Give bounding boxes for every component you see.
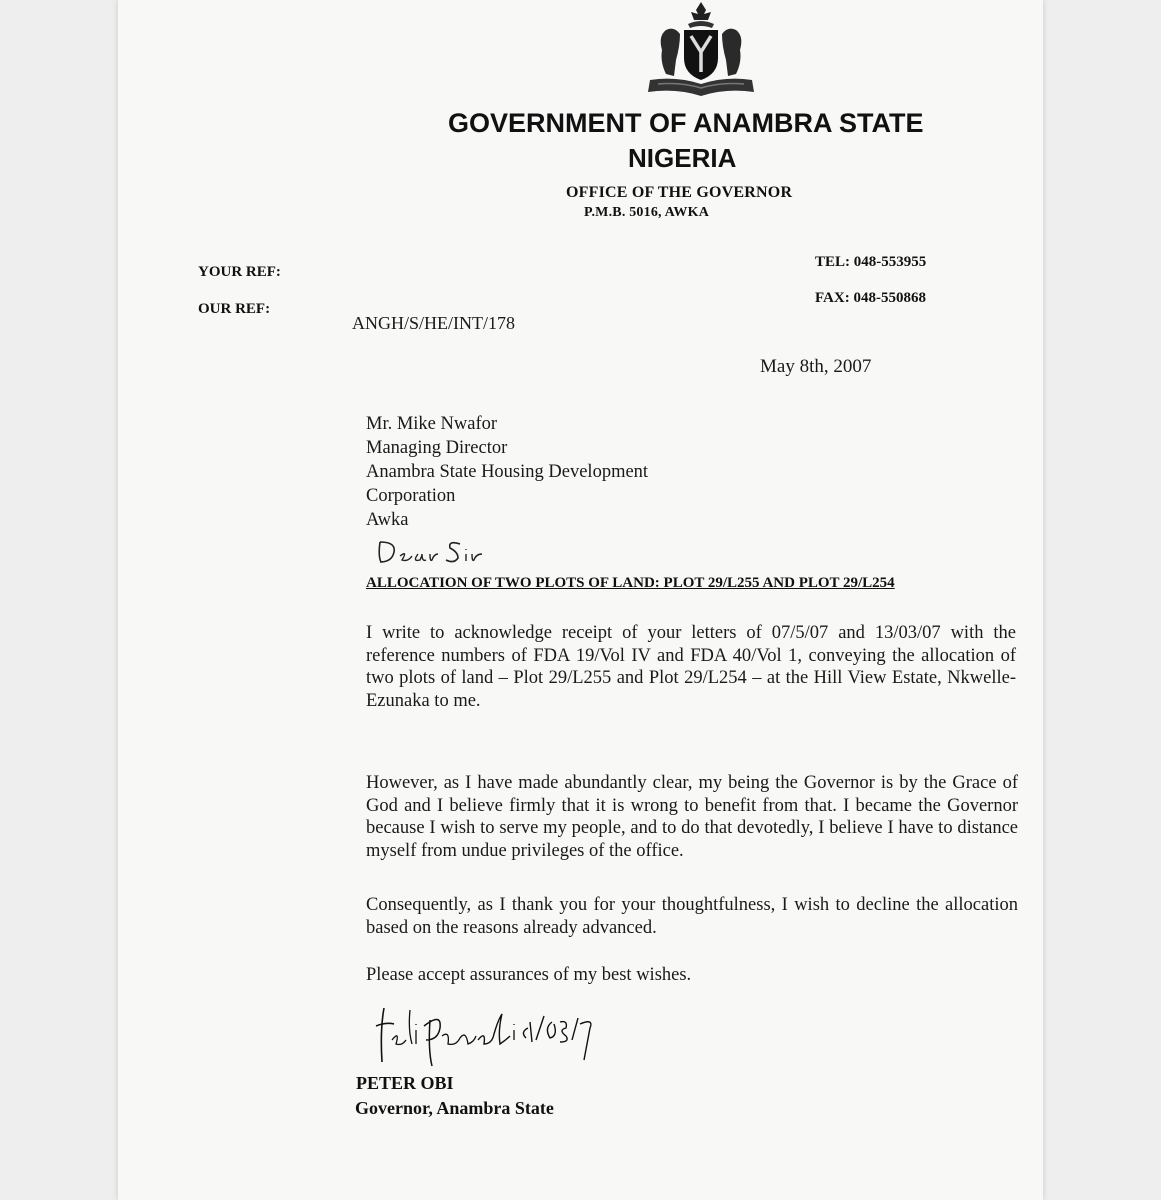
letterhead-title: GOVERNMENT OF ANAMBRA STATE [448,108,924,138]
paragraph-decline: Consequently, as I thank you for your thoughtfulness, I wish to decline the allocation based on the reasons already advanced. [366,895,1018,938]
paragraph-reasoning: However, as I have made abundantly clear, my being the Governor is by the Grace of God and I believe firmly that it is wrong to benefit from that. I became the Governor because I wish to serve my people, and to do that devotedly, I believe I have to distance myself from undue privileges of the office. [366,773,1018,861]
salutation-handwritten [374,534,494,568]
recipient-organization-cont: Corporation [366,486,456,506]
coat-of-arms-icon [636,0,766,98]
letter-date: May 8th, 2007 [760,356,872,377]
fax-number: FAX: 048-550868 [815,290,926,306]
paragraph-acknowledgement: I write to acknowledge receipt of your letters of 07/5/07 and 13/03/07 with the reference numbers of FDA 19/Vol IV and FDA 40/Vol 1, conveying the allocation of two plots of land – Plot 29/L255 and Plot 29/L254 – at the Hill View Estate, Nkwelle-Ezunaka to me. [366,623,1016,711]
tel-number: TEL: 048-553955 [815,254,927,270]
paragraph-closing: Please accept assurances of my best wishes. [366,965,692,985]
letter-page [118,0,1043,1200]
recipient-address [366,412,648,532]
recipient-position: Managing Director [366,438,508,458]
letterhead-address: P.M.B. 5016, AWKA [584,205,710,220]
signatory-title: Governor, Anambra State [355,1098,554,1118]
recipient-city: Awka [366,510,409,530]
letterhead-office: OFFICE OF THE GOVERNOR [566,184,793,201]
your-ref-label: YOUR REF: [198,264,281,280]
letter-subject: ALLOCATION OF TWO PLOTS OF LAND: PLOT 29/L255 AND PLOT 29/L254 [366,575,895,591]
signature-handwritten [370,1000,600,1072]
recipient-organization: Anambra State Housing Development [366,462,649,482]
recipient-name: Mr. Mike Nwafor [366,414,498,434]
our-ref-value: ANGH/S/HE/INT/178 [352,313,515,333]
signatory-name: PETER OBI [356,1073,454,1093]
letterhead-country: NIGERIA [628,143,737,173]
our-ref-label: OUR REF: [198,301,271,317]
